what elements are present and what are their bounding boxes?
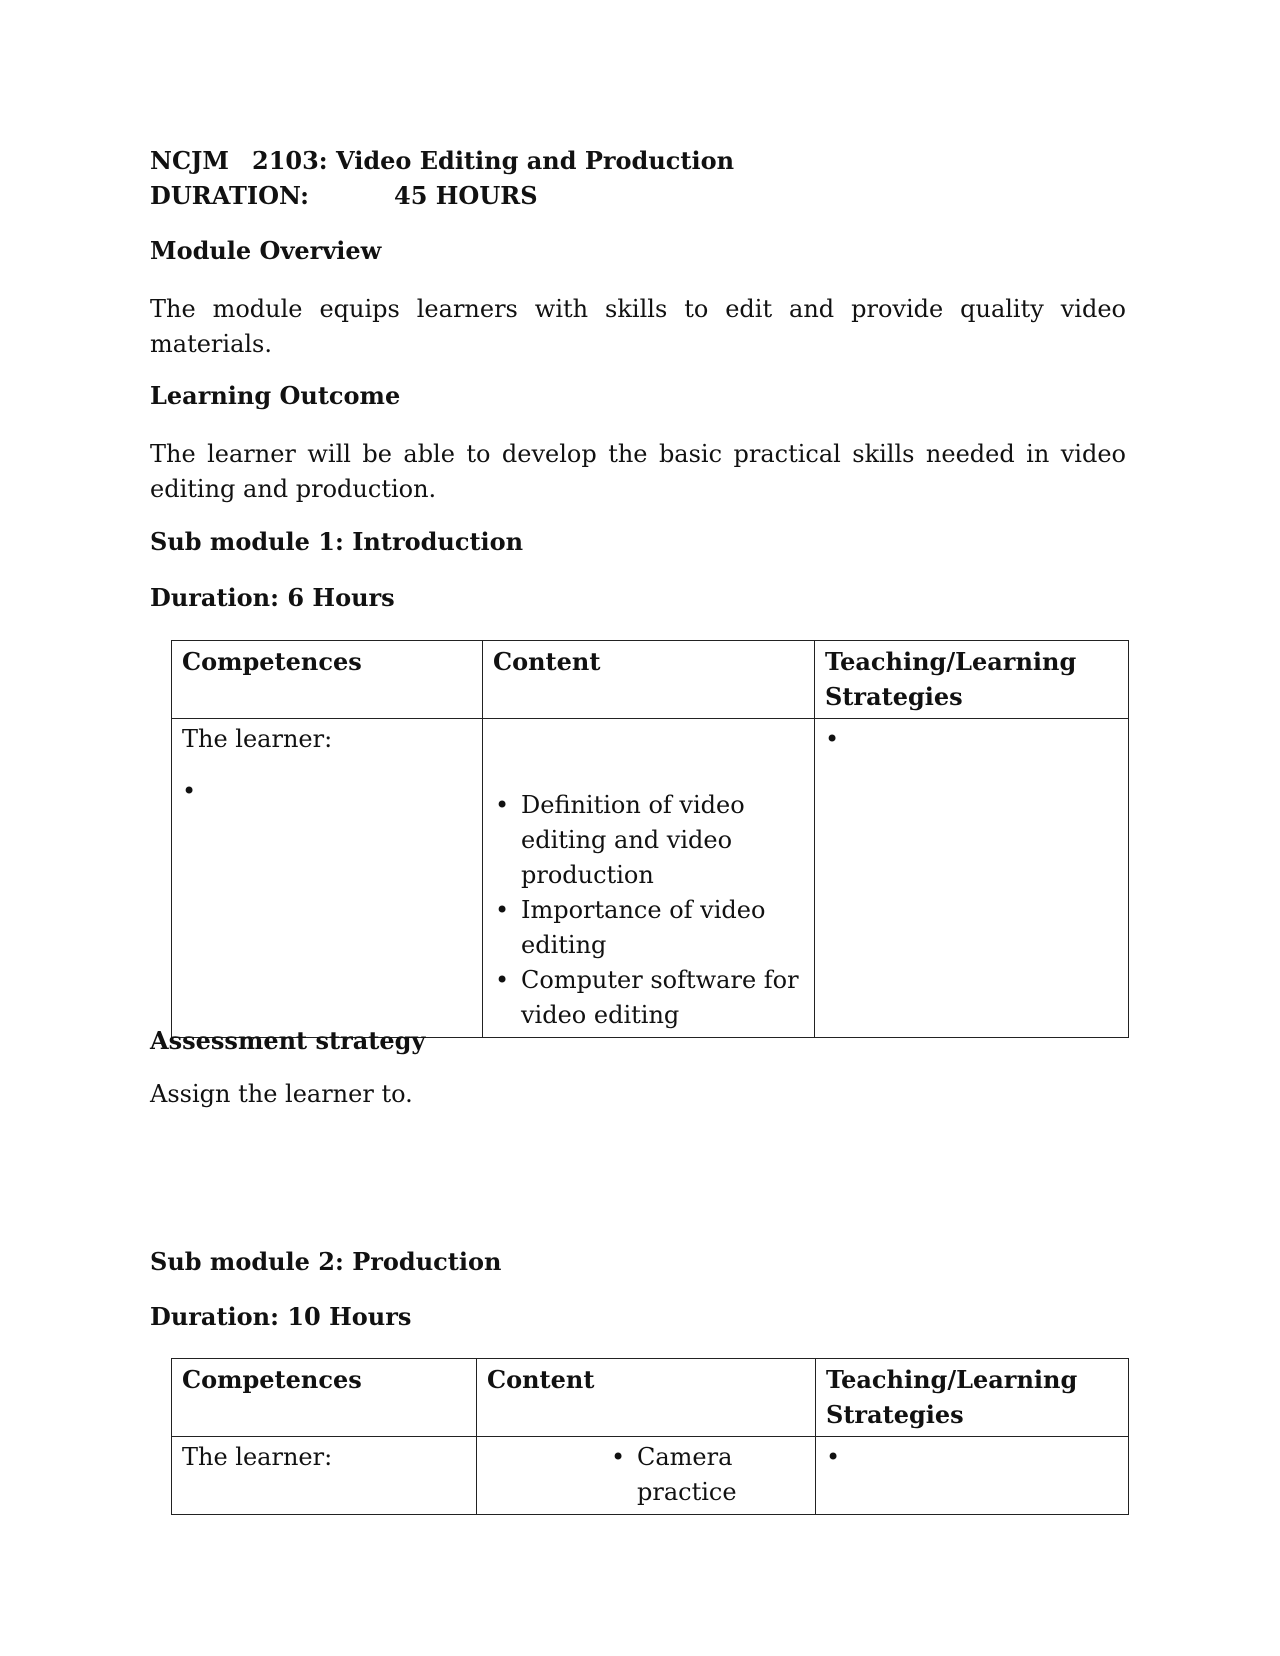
list-item: • Camera practice — [637, 1440, 747, 1510]
assessment-text: Assign the learner to. — [150, 1080, 413, 1108]
empty-bullet: • — [826, 1443, 841, 1471]
outcome-text: The learner will be able to develop the basic practical skills needed in video editing and production. — [150, 440, 1126, 503]
submodule1-duration: Duration: 6 Hours — [150, 583, 395, 612]
header-content: Content — [483, 641, 815, 719]
competences-intro: The learner: — [182, 725, 333, 753]
content-cell — [477, 1437, 816, 1515]
table-row — [172, 719, 1129, 1038]
duration-value: 45 HOURS — [394, 181, 538, 210]
submodule2-duration: Duration: 10 Hours — [150, 1302, 412, 1331]
content-list — [493, 788, 804, 1033]
table-row — [172, 1437, 1129, 1515]
list-item: • Definition of video editing and video production — [521, 788, 804, 893]
outcome-heading: Learning Outcome — [150, 381, 401, 410]
header-competences: Competences — [172, 641, 483, 719]
list-item: • Computer software for video editing — [521, 963, 804, 1033]
competences-cell: The learner: — [172, 1437, 477, 1515]
overview-heading: Module Overview — [150, 236, 382, 265]
content-list — [487, 1440, 805, 1510]
competences-cell — [172, 719, 483, 1038]
table-header-row — [172, 641, 1129, 719]
empty-bullet: • — [182, 777, 197, 805]
header-content: Content — [477, 1359, 816, 1437]
header-strategies: Teaching/Learning Strategies — [816, 1359, 1129, 1437]
assessment-heading: Assessment strategy — [150, 1026, 426, 1055]
strategies-cell — [815, 719, 1129, 1038]
submodule1-table — [171, 640, 1129, 1038]
content-cell — [483, 719, 815, 1038]
submodule1-title: Sub module 1: Introduction — [150, 527, 524, 556]
strategies-cell — [816, 1437, 1129, 1515]
header-strategies: Teaching/Learning Strategies — [815, 641, 1129, 719]
module-title: 2103: Video Editing and Production — [252, 146, 735, 175]
overview-text: The module equips learners with skills to edit and provide quality video materials. — [150, 295, 1126, 358]
duration-label: DURATION: — [150, 181, 309, 210]
module-code: NCJM — [150, 146, 229, 175]
header-competences: Competences — [172, 1359, 477, 1437]
table-header-row — [172, 1359, 1129, 1437]
submodule2-title: Sub module 2: Production — [150, 1247, 502, 1276]
submodule2-table — [171, 1358, 1129, 1515]
list-item: • Importance of video editing — [521, 893, 804, 963]
empty-bullet: • — [825, 725, 840, 753]
